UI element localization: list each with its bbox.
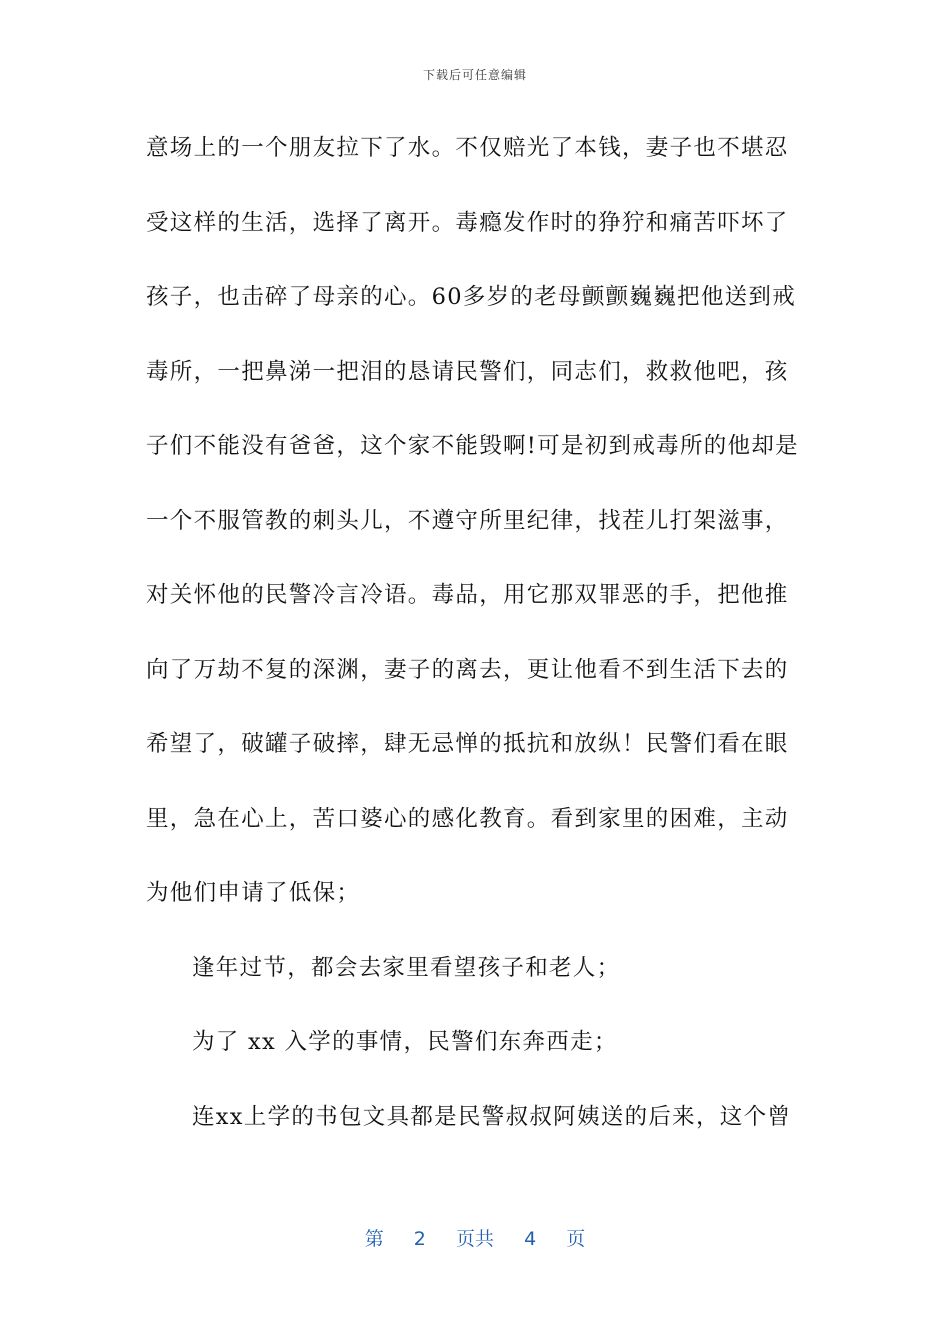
body-line: 孩子，也击碎了母亲的心。60多岁的老母颤颤巍巍把他送到戒: [146, 284, 797, 310]
footer-suffix: 页: [566, 1228, 586, 1250]
footer-middle: 页共: [455, 1228, 494, 1250]
body-line: 为他们申请了低保；: [146, 880, 361, 906]
footer-page-number: 2: [413, 1228, 426, 1250]
page-footer: [0, 1224, 950, 1251]
body-line: 里，急在心上，苦口婆心的感化教育。看到家里的困难，主动: [146, 806, 789, 832]
page-header: 下载后可任意编辑: [422, 68, 527, 82]
body-line: 向了万劫不复的深渊，妻子的离去，更让他看不到生活下去的: [146, 657, 789, 683]
body-line-indented: 为了 xx 入学的事情，民警们东奔西走；: [192, 1029, 618, 1055]
body-line: 希望了，破罐子破摔，肆无忌惮的抵抗和放纵！民警们看在眼: [146, 731, 789, 757]
footer-prefix: 第: [364, 1228, 384, 1250]
body-line: 对关怀他的民警冷言冷语。毒品，用它那双罪恶的手，把他推: [146, 582, 789, 608]
body-line: 受这样的生活，选择了离开。毒瘾发作时的狰狞和痛苦吓坏了: [146, 210, 789, 236]
body-line: 毒所，一把鼻涕一把泪的恳请民警们，同志们，救救他吧，孩: [146, 359, 789, 385]
body-line: 一个不服管教的刺头儿，不遵守所里纪律，找茬儿打架滋事，: [146, 508, 789, 534]
body-line-indented: 连xx上学的书包文具都是民警叔叔阿姨送的后来，这个曾: [192, 1104, 792, 1130]
footer-total-pages: 4: [524, 1228, 537, 1250]
body-line-indented: 逢年过节，都会去家里看望孩子和老人；: [192, 955, 621, 981]
body-line: 意场上的一个朋友拉下了水。不仅赔光了本钱，妻子也不堪忍: [146, 135, 789, 161]
body-line: 子们不能没有爸爸，这个家不能毁啊!可是初到戒毒所的他却是: [146, 433, 799, 459]
